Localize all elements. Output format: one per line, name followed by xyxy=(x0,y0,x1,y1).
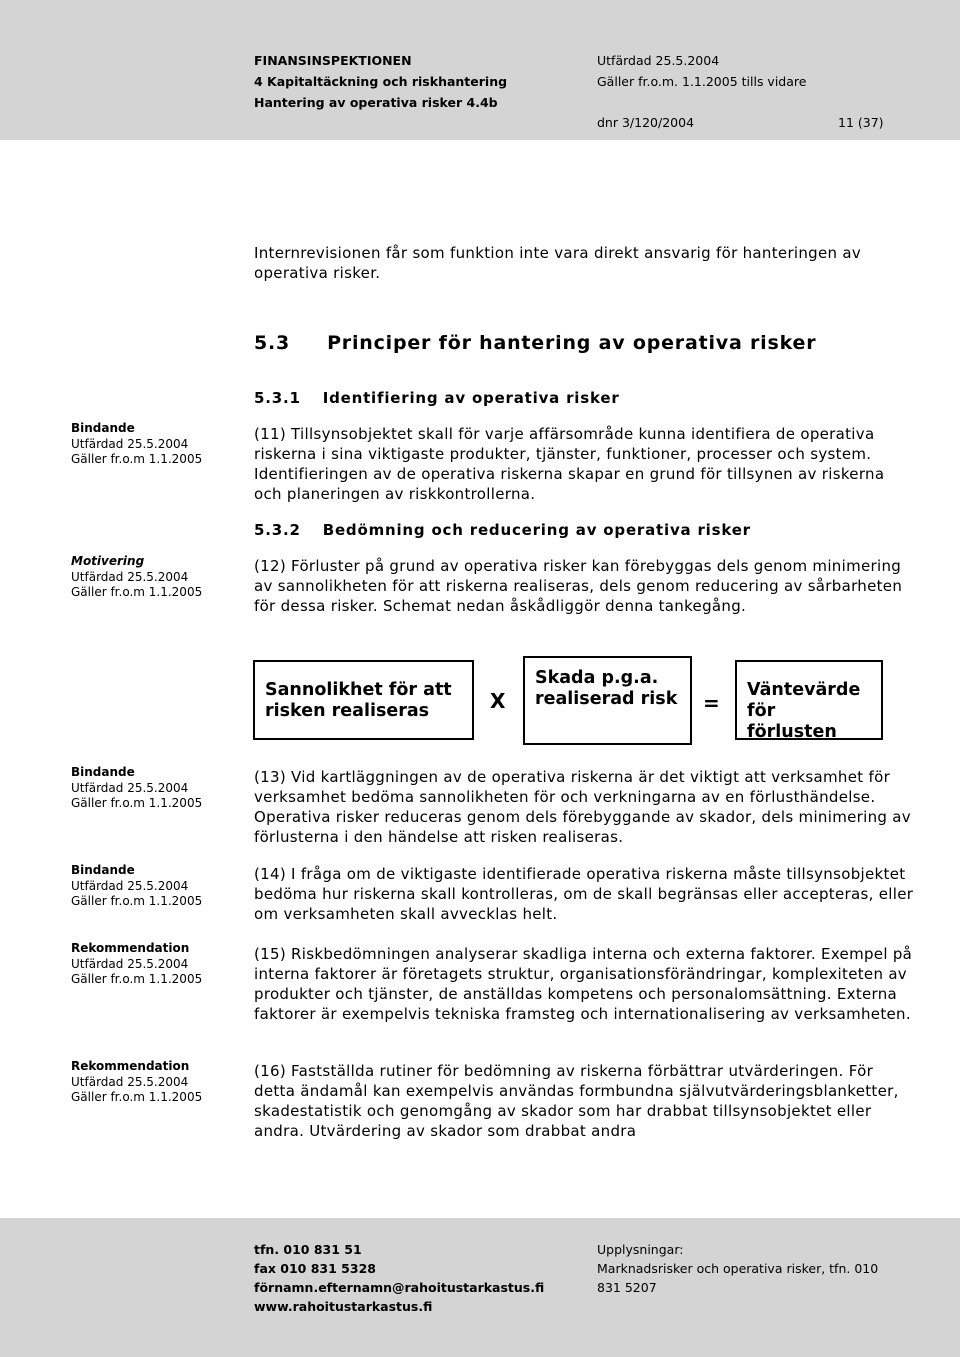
intro-paragraph: Internrevisionen får som funktion inte vara direkt ansvarig för hanteringen av operativa risker. xyxy=(254,244,862,282)
margin-note: Bindande Utfärdad 25.5.2004 Gäller fr.o.m 1.1.2005 xyxy=(71,765,203,810)
section-title: Hantering av operativa risker 4.4b xyxy=(254,95,498,110)
margin-note: Bindande Utfärdad 25.5.2004 Gäller fr.o.m 1.1.2005 xyxy=(71,421,203,466)
damage-box: Skada p.g.a. realiserad risk xyxy=(523,656,692,745)
chapter-title: 4 Kapitaltäckning och riskhantering xyxy=(254,74,508,89)
margin-note: Rekommendation Utfärdad 25.5.2004 Gäller fr.o.m 1.1.2005 xyxy=(71,1059,203,1104)
probability-box: Sannolikhet för att risken realiseras xyxy=(253,660,474,740)
footer-phone: tfn. 010 831 51 xyxy=(254,1242,362,1257)
margin-note: Rekommendation Utfärdad 25.5.2004 Gäller fr.o.m 1.1.2005 xyxy=(71,941,203,986)
footer-fax: fax 010 831 5328 xyxy=(254,1261,376,1276)
document-number: dnr 3/120/2004 xyxy=(597,115,695,130)
section-heading-5-3-1: 5.3.1 Identifiering av operativa risker xyxy=(254,389,620,407)
paragraph-16: (16) Fastställda rutiner för bedömning av riskerna förbättrar utvärderingen. För detta ändamål kan exempelvis användas formbundna självutvärderingsblanketter, skadestatistik och genomgång av skador som har drabbat tillsynsobjektet eller andra. Utvärdering av skador som drabbat andra xyxy=(254,1062,899,1140)
page-header xyxy=(0,0,960,140)
paragraph-15: (15) Riskbedömningen analyserar skadliga interna och externa faktorer. Exempel på interna faktorer är företagets struktur, organisationsförändringar, komplexiteten av produkter och tjänster, de anställdas kompetens och personalomsättning. Externa faktorer är exempelvis tekniska framsteg och internationalisering av verksamheten. xyxy=(254,945,913,1023)
footer-info-label: Upplysningar: xyxy=(597,1242,684,1257)
paragraph-11: (11) Tillsynsobjektet skall för varje affärsområde kunna identifiera de operativa riskerna i sina viktigaste produkter, tjänster, funktioner, processer och system. Identifieringen av de operativa riskerna skapar en grund för tillsynen av riskerna och planeringen av riskkontrollerna. xyxy=(254,425,885,503)
section-heading-5-3-2: 5.3.2 Bedömning och reducering av operativa risker xyxy=(254,521,751,539)
header-issued: Utfärdad 25.5.2004 xyxy=(597,53,720,68)
header-valid: Gäller fr.o.m. 1.1.2005 tills vidare xyxy=(597,74,807,89)
paragraph-13: (13) Vid kartläggningen av de operativa riskerna är det viktigt att verksamhet för verksamhet bedöma sannolikheten för och verkningarna av en förlusthändelse. Operativa risker reduceras genom dels förebyggande av skador, dels minimering av förlusterna i den händelse att risken realiseras. xyxy=(254,768,911,846)
expected-value-box: Väntevärde för förlusten xyxy=(735,660,883,740)
page-number: 11 (37) xyxy=(838,115,884,130)
section-heading-5-3: 5.3 Principer för hantering av operativa risker xyxy=(254,332,817,354)
multiply-sign: X xyxy=(490,689,506,713)
footer-info-text: Marknadsrisker och operativa risker, tfn. 010 831 5207 xyxy=(597,1261,879,1295)
equals-sign: = xyxy=(703,691,720,715)
footer-email: förnamn.efternamn@rahoitustarkastus.fi xyxy=(254,1280,545,1295)
margin-note: Bindande Utfärdad 25.5.2004 Gäller fr.o.m 1.1.2005 xyxy=(71,863,203,908)
footer-website: www.rahoitustarkastus.fi xyxy=(254,1299,433,1314)
org-name: FINANSINSPEKTIONEN xyxy=(254,53,412,68)
paragraph-12: (12) Förluster på grund av operativa risker kan förebyggas dels genom minimering av sannolikheten för att riskerna realiseras, dels genom reducering av sårbarheten för dessa risker. Schemat nedan åskådliggör denna tankegång. xyxy=(254,557,903,615)
margin-note: Motivering Utfärdad 25.5.2004 Gäller fr.o.m 1.1.2005 xyxy=(71,554,203,599)
paragraph-14: (14) I fråga om de viktigaste identifierade operativa riskerna måste tillsynsobjektet bedöma hur riskerna skall kontrolleras, om de skall begränsas eller accepteras, eller om verksamheten skall avvecklas helt. xyxy=(254,865,914,923)
